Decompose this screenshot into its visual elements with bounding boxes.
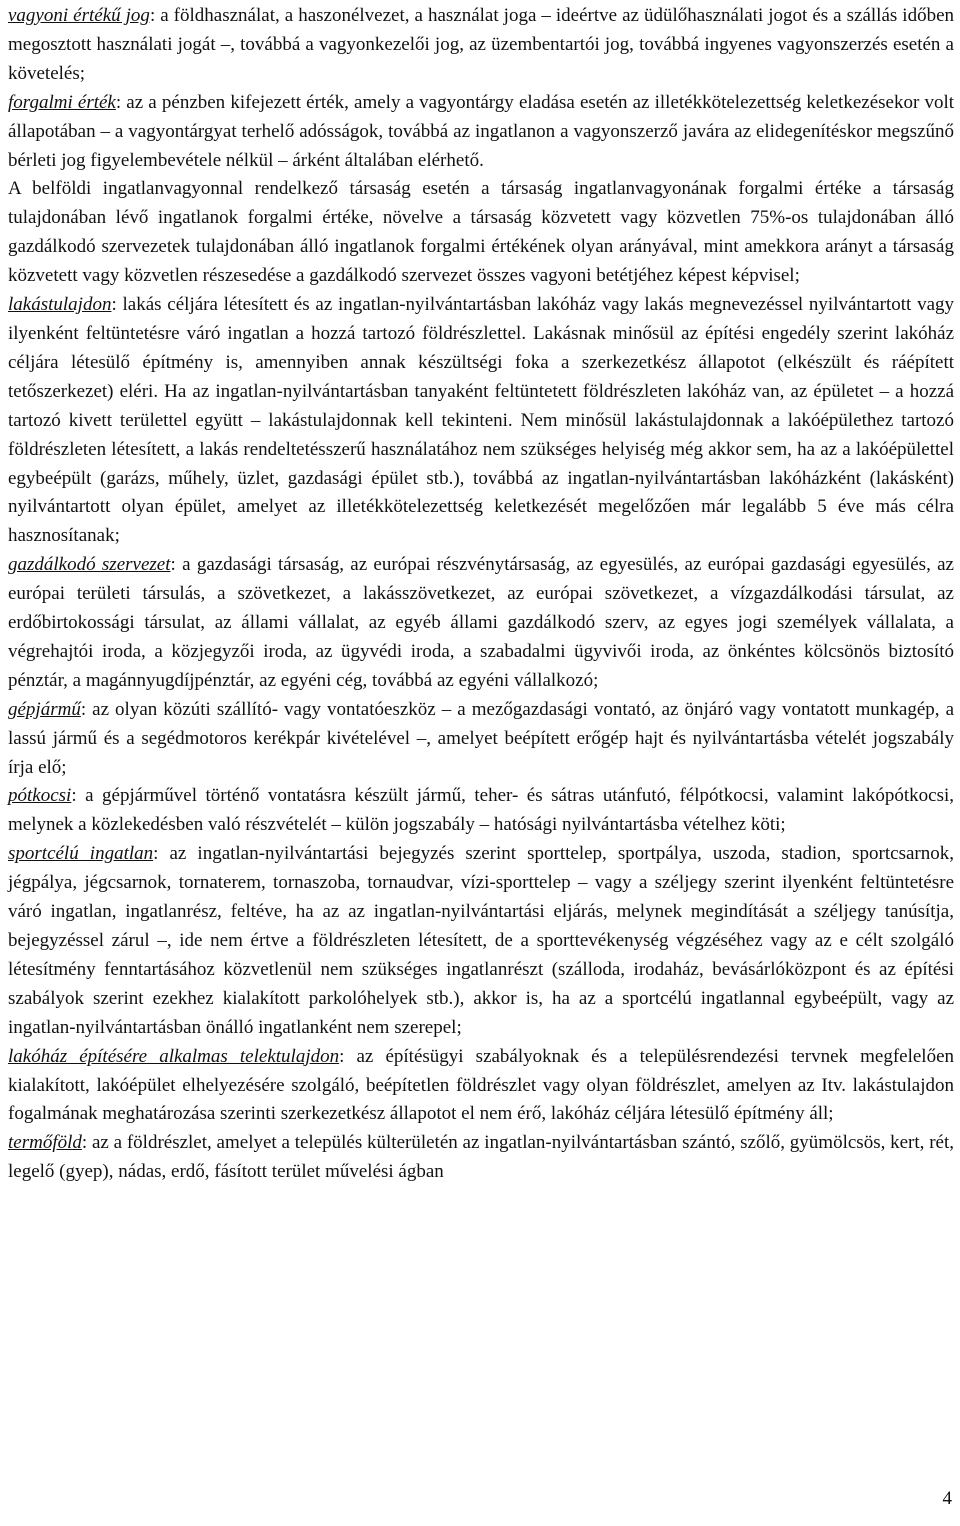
definition-lakohaz-telektulajdon bbox=[8, 1043, 954, 1130]
definition-termofold bbox=[8, 1129, 954, 1187]
paragraph-text: A belföldi ingatlanvagyonnal rendelkező társaság esetén a társaság ingatlanvagyonának forgalmi értéke a társaság tulajdonában lévő ingatlanok forgalmi értéke, növelve a társaság közvetett vagy közvetlen 75%-os tulajdonában álló gazdálkodó szervezetek tulajdonában álló ingatlanok forgalmi értékének olyan arányával, mint amekkora arányt a társaság közvetett vagy közvetlen részesedése a gazdálkodó szervezet összes vagyoni betétjéhez képest képvisel; bbox=[8, 178, 954, 287]
defined-term: gépjármű bbox=[8, 698, 81, 720]
defined-term: lakástulajdon bbox=[8, 294, 112, 316]
definition-lakastulajdon bbox=[8, 291, 954, 551]
definition-gepjarmu bbox=[8, 696, 954, 783]
defined-term: termőföld bbox=[8, 1132, 82, 1154]
definition-text: : az építésügyi szabályoknak és a településrendezési tervnek megfelelően kialakított, lakóépület elhelyezésére szolgáló, beépítetlen földrészlet vagy olyan földrészlet, amelyen az Itv. lakástulajdon fogalmának meghatározása szerinti szerkezetkész állapotot el nem érő, lakóház céljára létesülő építmény áll; bbox=[8, 1045, 954, 1125]
defined-term: forgalmi érték bbox=[8, 91, 116, 113]
definition-text: : lakás céljára létesített és az ingatlan-nyilvántartásban lakóház vagy lakás megnevezéssel nyilvántartott vagy ilyenként feltüntetésre váró ingatlan a hozzá tartozó földrészlettel. Lakásnak minősül az építési engedély szerint lakóház céljára létesülő építmény is, amennyiben annak készültségi foka a szerkezetkész állapotot (elkészült és ráépített tetőszerkezet) eléri. Ha az ingatlan-nyilvántartásban tanyaként feltüntetett földrészleten lakóház van, az épületet – a hozzá tartozó kivett területtel együtt – lakástulajdonnak kell tekinteni. Nem minősül lakástulajdonnak a lakóépülethez tartozó földrészleten létesített, a lakás rendeltetésszerű használatához nem szükséges helyiség még akkor sem, ha az a lakóépülettel egybeépült (garázs, műhely, üzlet, gazdasági épület stb.), továbbá az ingatlan-nyilvántartásban lakóházként (lakásként) nyilvántartott olyan épület, amelyet az illetékkötelezettség keletkezését megelőzően már legalább 5 éve más célra hasznosítanak; bbox=[8, 294, 954, 547]
definition-text: : a gépjárművel történő vontatásra készült jármű, teher- és sátras utánfutó, félpótkocsi, valamint lakópótkocsi, melynek a közlekedésben való részvételét – külön jogszabály – hatósági nyilvántartásba vételhez köti; bbox=[8, 785, 954, 836]
definition-text: : a földhasználat, a haszonélvezet, a használat joga – ideértve az üdülőhasználati jogot és a szállás időben megosztott használati jogát –, továbbá a vagyonkezelői jog, az üzembentartói jog, továbbá ingyenes vagyonszerzés esetén a követelés; bbox=[8, 5, 954, 84]
document-body bbox=[8, 2, 954, 1187]
definition-gazdalkodo-szervezet bbox=[8, 551, 954, 696]
defined-term: pótkocsi bbox=[8, 785, 72, 807]
defined-term: vagyoni értékű jog bbox=[8, 5, 150, 26]
defined-term: sportcélú ingatlan bbox=[8, 843, 154, 865]
definition-forgalmi-ertek bbox=[8, 89, 954, 176]
defined-term: gazdálkodó szervezet bbox=[8, 554, 171, 576]
definition-text: : az a pénzben kifejezett érték, amely a vagyontárgy eladása esetén az illetékkötelezettség keletkezésekor volt állapotában – a vagyontárgyat terhelő adósságok, továbbá az ingatlanon a vagyonszerző javára az elidegenítéskor megszűnő bérleti jog figyelembevétele nélkül – árként általában elérhető. bbox=[8, 91, 954, 171]
definition-text: : az ingatlan-nyilvántartási bejegyzés szerint sporttelep, sportpálya, uszoda, stadion, sportcsarnok, jégpálya, jégcsarnok, tornaterem, tornaszoba, tornaudvar, vízi-sporttelep – vagy a széljegy szerint ilyenként feltüntetésre váró ingatlan, ingatlanrész, feltéve, ha az az ingatlan-nyilvántartási eljárás, melynek megindítását a széljegy tanúsítja, bejegyzéssel zárul –, ide nem értve a földrészleten létesített, de a sporttevékenység végzéséhez vagy az e célt szolgáló létesítmény fenntartásához közvetlenül nem szükséges ingatlanrészt (szálloda, irodaház, bevásárlóközpont és az építési szabályok szerint ezekhez kialakított parkolóhelyek stb.), akkor is, ha az a sportcélú ingatlannal egybeépült, vagy az ingatlan-nyilvántartásban önálló ingatlanként nem szerepel; bbox=[8, 843, 954, 1038]
definition-potkocsi bbox=[8, 782, 954, 840]
definition-text: : az olyan közúti szállító- vagy vontatóeszköz – a mezőgazdasági vontató, az önjáró vagy vontatott munkagép, a lassú jármű és a segédmotoros kerékpár kivételével –, amelyet beépített erőgép hajt és nyilvántartásba vételét jogszabály írja elő; bbox=[8, 698, 954, 778]
defined-term: lakóház építésére alkalmas telektulajdon bbox=[8, 1045, 340, 1067]
page-number: 4 bbox=[942, 1488, 952, 1509]
definition-vagyoni-erteku-jog bbox=[8, 2, 954, 89]
definition-sportcelu-ingatlan bbox=[8, 840, 954, 1042]
definition-text: : az a földrészlet, amelyet a település külterületén az ingatlan-nyilvántartásban szántó, szőlő, gyümölcsös, kert, rét, legelő (gyep), nádas, erdő, fásított terület művelési ágban bbox=[8, 1132, 954, 1183]
paragraph-ingatlanvagyon bbox=[8, 175, 954, 291]
definition-text: : a gazdasági társaság, az európai részvénytársaság, az egyesülés, az európai gazdasági egyesülés, az európai területi társulás, a szövetkezet, a lakásszövetkezet, az európai szövetkezet, a vízgazdálkodási társulat, az erdőbirtokossági társulat, az állami vállalat, az egyéb állami gazdálkodó szerv, az egyes jogi személyek vállalata, a végrehajtói iroda, a közjegyzői iroda, az ügyvédi iroda, a szabadalmi ügyvivői iroda, az önkéntes kölcsönös biztosító pénztár, a magánnyugdíjpénztár, az egyéni cég, továbbá az egyéni vállalkozó; bbox=[8, 554, 954, 691]
